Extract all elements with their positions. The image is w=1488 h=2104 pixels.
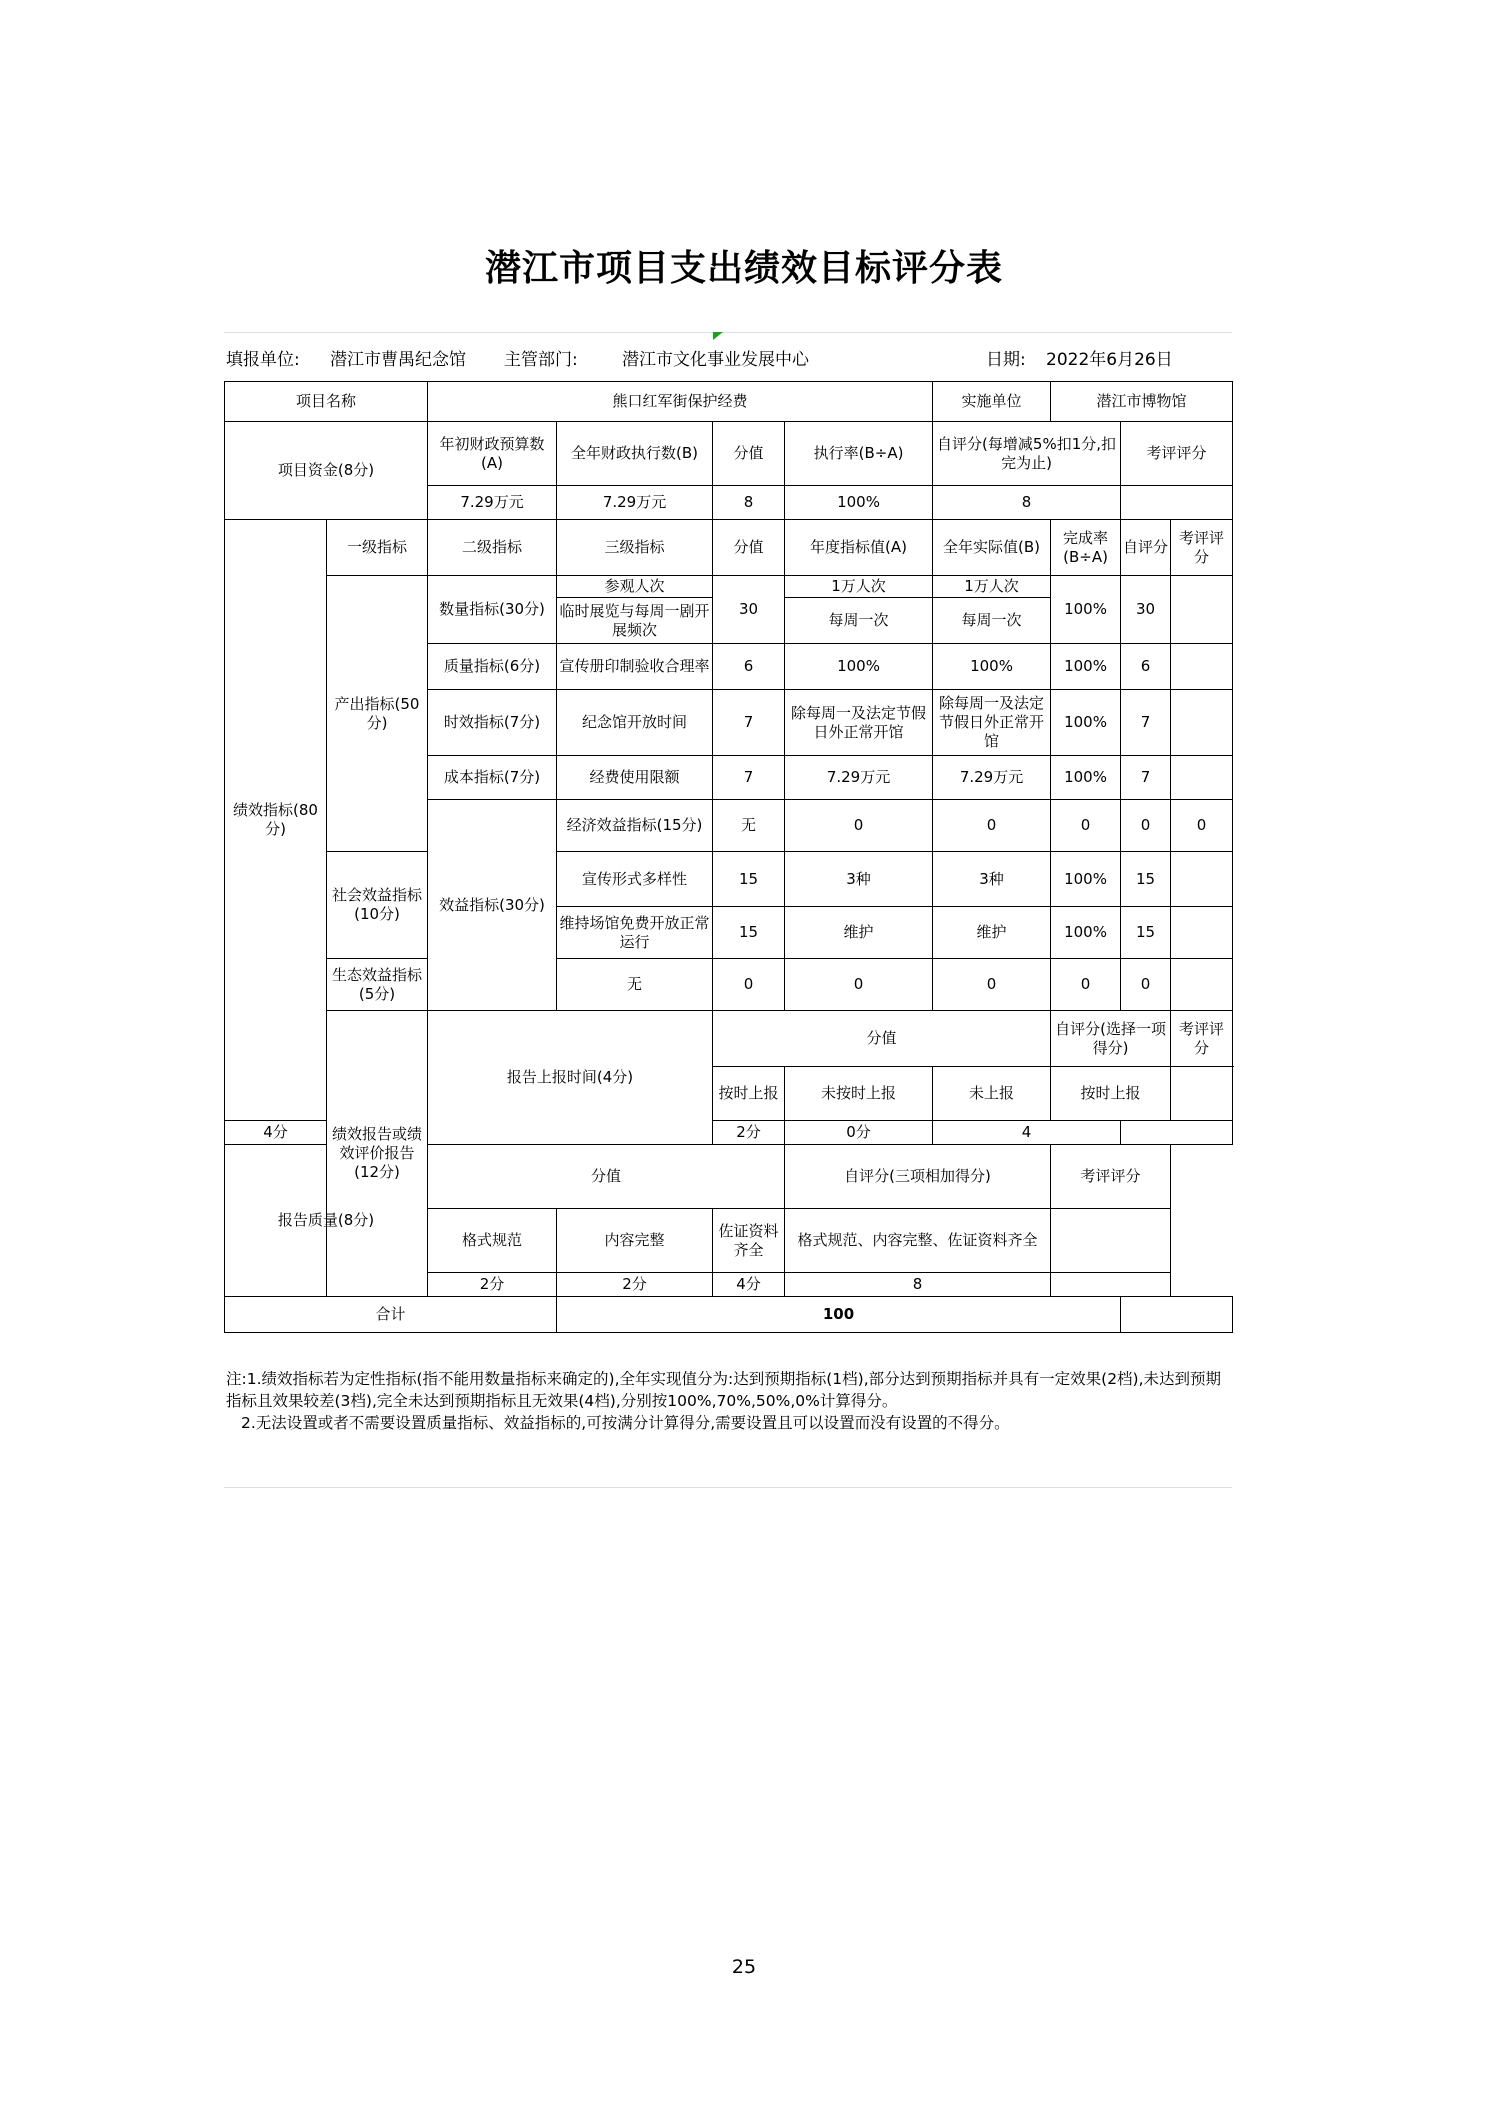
report-quality-eval xyxy=(1051,1209,1171,1273)
time-score: 7 xyxy=(713,690,785,756)
time-self: 7 xyxy=(1121,690,1171,756)
quantity-target-a: 1万人次 xyxy=(785,576,933,598)
social-l2: 社会效益指标(10分) xyxy=(327,852,428,959)
report-time-pts2: 2分 xyxy=(713,1121,785,1145)
social-r1-l3: 宣传形式多样性 xyxy=(557,852,713,907)
quantity-l3b: 临时展览与每周一剧开展频次 xyxy=(557,598,713,644)
quantity-self: 30 xyxy=(1121,576,1171,644)
report-time-eval-score xyxy=(1121,1121,1233,1145)
total-label: 合计 xyxy=(225,1297,557,1333)
funds-col-self: 自评分(每增减5%扣1分,扣完为止) xyxy=(933,422,1121,486)
econ-l2: 经济效益指标(15分) xyxy=(557,800,713,852)
total-eval xyxy=(1121,1297,1233,1333)
page-title: 潜江市项目支出绩效目标评分表 xyxy=(484,247,1003,289)
report-quality-opt2: 内容完整 xyxy=(557,1209,713,1273)
quantity-score: 30 xyxy=(713,576,785,644)
quantity-eval xyxy=(1171,576,1233,644)
total-value: 100 xyxy=(557,1297,1121,1333)
date-value: 2022年6月26日 xyxy=(1046,350,1173,370)
report-time-self-score: 4 xyxy=(933,1121,1121,1145)
quality-score: 6 xyxy=(713,644,785,690)
econ-actual: 0 xyxy=(1051,800,1121,852)
hdr-self: 自评分 xyxy=(1121,520,1171,576)
report-time-eval xyxy=(1171,1067,1233,1121)
report-time-opt2: 未按时上报 xyxy=(785,1067,933,1121)
social-r1-rate: 100% xyxy=(1051,852,1121,907)
hdr-actual: 全年实际值(B) xyxy=(933,520,1051,576)
funds-col-rate: 执行率(B÷A) xyxy=(785,422,933,486)
social-r2-self: 15 xyxy=(1121,907,1171,959)
unit-label: 填报单位: xyxy=(226,350,300,370)
perf-label: 绩效指标(80分) xyxy=(225,520,327,1121)
quality-l2: 质量指标(6分) xyxy=(428,644,557,690)
eco-l3: 无 xyxy=(557,959,713,1011)
quality-self: 6 xyxy=(1121,644,1171,690)
social-r1-self: 15 xyxy=(1121,852,1171,907)
econ-score: 0 xyxy=(785,800,933,852)
report-time-score-hdr: 分值 xyxy=(713,1011,1051,1067)
dept-value: 潜江市文化事业发展中心 xyxy=(622,350,809,370)
funds-label: 项目资金(8分) xyxy=(225,422,428,520)
cost-rate: 100% xyxy=(1051,756,1121,800)
quality-l3: 宣传册印制验收合理率 xyxy=(557,644,713,690)
dept-label: 主管部门: xyxy=(504,350,578,370)
report-time-self-hdr: 自评分(选择一项得分) xyxy=(1051,1011,1171,1067)
hdr-target: 年度指标值(A) xyxy=(785,520,933,576)
social-r2-rate: 100% xyxy=(1051,907,1121,959)
cost-target: 7.29万元 xyxy=(785,756,933,800)
funds-col-eval: 考评评分 xyxy=(1121,422,1233,486)
unit-value: 潜江市曹禺纪念馆 xyxy=(330,350,466,370)
eco-actual: 0 xyxy=(933,959,1051,1011)
time-rate: 100% xyxy=(1051,690,1121,756)
report-time-label: 报告上报时间(4分) xyxy=(428,1011,713,1145)
eco-eval xyxy=(1171,959,1233,1011)
report-quality-score-hdr: 分值 xyxy=(428,1145,785,1209)
hdr-l2: 二级指标 xyxy=(428,520,557,576)
econ-l3: 无 xyxy=(713,800,785,852)
quality-eval xyxy=(1171,644,1233,690)
quantity-rate: 100% xyxy=(1051,576,1121,644)
report-time-pts3: 0分 xyxy=(785,1121,933,1145)
funds-val-b: 7.29万元 xyxy=(557,486,713,520)
report-label: 绩效报告或绩效评价报告(12分) xyxy=(327,1011,428,1297)
time-l2: 时效指标(7分) xyxy=(428,690,557,756)
time-actual: 除每周一及法定节假日外正常开馆 xyxy=(933,690,1051,756)
funds-col-a: 年初财政预算数(A) xyxy=(428,422,557,486)
report-quality-opt3: 佐证资料齐全 xyxy=(713,1209,785,1273)
cost-l2: 成本指标(7分) xyxy=(428,756,557,800)
social-r1-target: 3种 xyxy=(785,852,933,907)
quantity-actual-b: 每周一次 xyxy=(933,598,1051,644)
cost-self: 7 xyxy=(1121,756,1171,800)
cell-comment-marker xyxy=(713,332,723,340)
report-quality-self-hdr: 自评分(三项相加得分) xyxy=(785,1145,1051,1209)
hdr-eval: 考评评分 xyxy=(1171,520,1233,576)
eco-l2: 生态效益指标(5分) xyxy=(327,959,428,1011)
eco-target: 0 xyxy=(785,959,933,1011)
social-r1-eval xyxy=(1171,852,1233,907)
eco-rate: 0 xyxy=(1051,959,1121,1011)
social-r1-score: 15 xyxy=(713,852,785,907)
impl-unit: 潜江市博物馆 xyxy=(1051,382,1233,422)
quality-target: 100% xyxy=(785,644,933,690)
cost-actual: 7.29万元 xyxy=(933,756,1051,800)
social-r2-score: 15 xyxy=(713,907,785,959)
report-time-eval-hdr: 考评评分 xyxy=(1171,1011,1233,1067)
time-eval xyxy=(1171,690,1233,756)
econ-target: 0 xyxy=(933,800,1051,852)
report-quality-self-choice: 格式规范、内容完整、佐证资料齐全 xyxy=(785,1209,1051,1273)
funds-val-self: 8 xyxy=(933,486,1121,520)
report-quality-pts3: 4分 xyxy=(713,1273,785,1297)
report-quality-pts2: 2分 xyxy=(557,1273,713,1297)
report-quality-eval-score xyxy=(1051,1273,1171,1297)
social-r2-eval xyxy=(1171,907,1233,959)
funds-col-score: 分值 xyxy=(713,422,785,486)
page-number: 25 xyxy=(731,1956,757,1978)
funds-col-b: 全年财政执行数(B) xyxy=(557,422,713,486)
quantity-target-b: 每周一次 xyxy=(785,598,933,644)
note-1: 注:1.绩效指标若为定性指标(指不能用数量指标来确定的),全年实现值分为:达到预期指标(1档),部分达到预期指标并具有一定效果(2档),未达到预期指标且效果较差(3档),完全未达到预期指标且无效果(4档),分别按100%,70%,50%,0%计算得分。 xyxy=(226,1370,1222,1410)
time-l3: 纪念馆开放时间 xyxy=(557,690,713,756)
report-quality-self-score: 8 xyxy=(785,1273,1051,1297)
cost-l3: 经费使用限额 xyxy=(557,756,713,800)
hdr-l3: 三级指标 xyxy=(557,520,713,576)
report-time-opt3: 未上报 xyxy=(933,1067,1051,1121)
econ-rate: 0 xyxy=(1121,800,1171,852)
time-target: 除每周一及法定节假日外正常开馆 xyxy=(785,690,933,756)
hdr-l1: 一级指标 xyxy=(327,520,428,576)
econ-self: 0 xyxy=(1171,800,1233,852)
report-quality-eval-hdr: 考评评分 xyxy=(1051,1145,1171,1209)
report-time-pts1: 4分 xyxy=(225,1121,327,1145)
quality-actual: 100% xyxy=(933,644,1051,690)
report-time-self-choice: 按时上报 xyxy=(1051,1067,1171,1121)
project-name: 熊口红军街保护经费 xyxy=(428,382,933,422)
header-rule xyxy=(224,332,1232,333)
quantity-l3a: 参观人次 xyxy=(557,576,713,598)
cost-eval xyxy=(1171,756,1233,800)
report-quality-label: 报告质量(8分) xyxy=(225,1145,428,1297)
quality-rate: 100% xyxy=(1051,644,1121,690)
footer-rule xyxy=(224,1487,1232,1488)
output-label: 产出指标(50分) xyxy=(327,576,428,852)
report-quality-opt1: 格式规范 xyxy=(428,1209,557,1273)
funds-val-a: 7.29万元 xyxy=(428,486,557,520)
benefit-label: 效益指标(30分) xyxy=(428,800,557,1011)
hdr-rate: 完成率(B÷A) xyxy=(1051,520,1121,576)
funds-val-rate: 100% xyxy=(785,486,933,520)
eco-score: 0 xyxy=(713,959,785,1011)
report-time-opt1: 按时上报 xyxy=(713,1067,785,1121)
hdr-score: 分值 xyxy=(713,520,785,576)
score-table xyxy=(224,381,1233,1333)
quantity-l2: 数量指标(30分) xyxy=(428,576,557,644)
social-r2-target: 维护 xyxy=(785,907,933,959)
date-label: 日期: xyxy=(986,350,1026,370)
impl-unit-label: 实施单位 xyxy=(933,382,1051,422)
notes xyxy=(226,1368,1230,1434)
note-2: 2.无法设置或者不需要设置质量指标、效益指标的,可按满分计算得分,需要设置且可以设置而没有设置的不得分。 xyxy=(241,1414,1010,1432)
funds-val-eval xyxy=(1121,486,1233,520)
eco-self: 0 xyxy=(1121,959,1171,1011)
social-r1-actual: 3种 xyxy=(933,852,1051,907)
funds-val-score: 8 xyxy=(713,486,785,520)
quantity-actual-a: 1万人次 xyxy=(933,576,1051,598)
social-r2-l3: 维持场馆免费开放正常运行 xyxy=(557,907,713,959)
report-quality-pts1: 2分 xyxy=(428,1273,557,1297)
social-r2-actual: 维护 xyxy=(933,907,1051,959)
cost-score: 7 xyxy=(713,756,785,800)
project-name-label: 项目名称 xyxy=(225,382,428,422)
